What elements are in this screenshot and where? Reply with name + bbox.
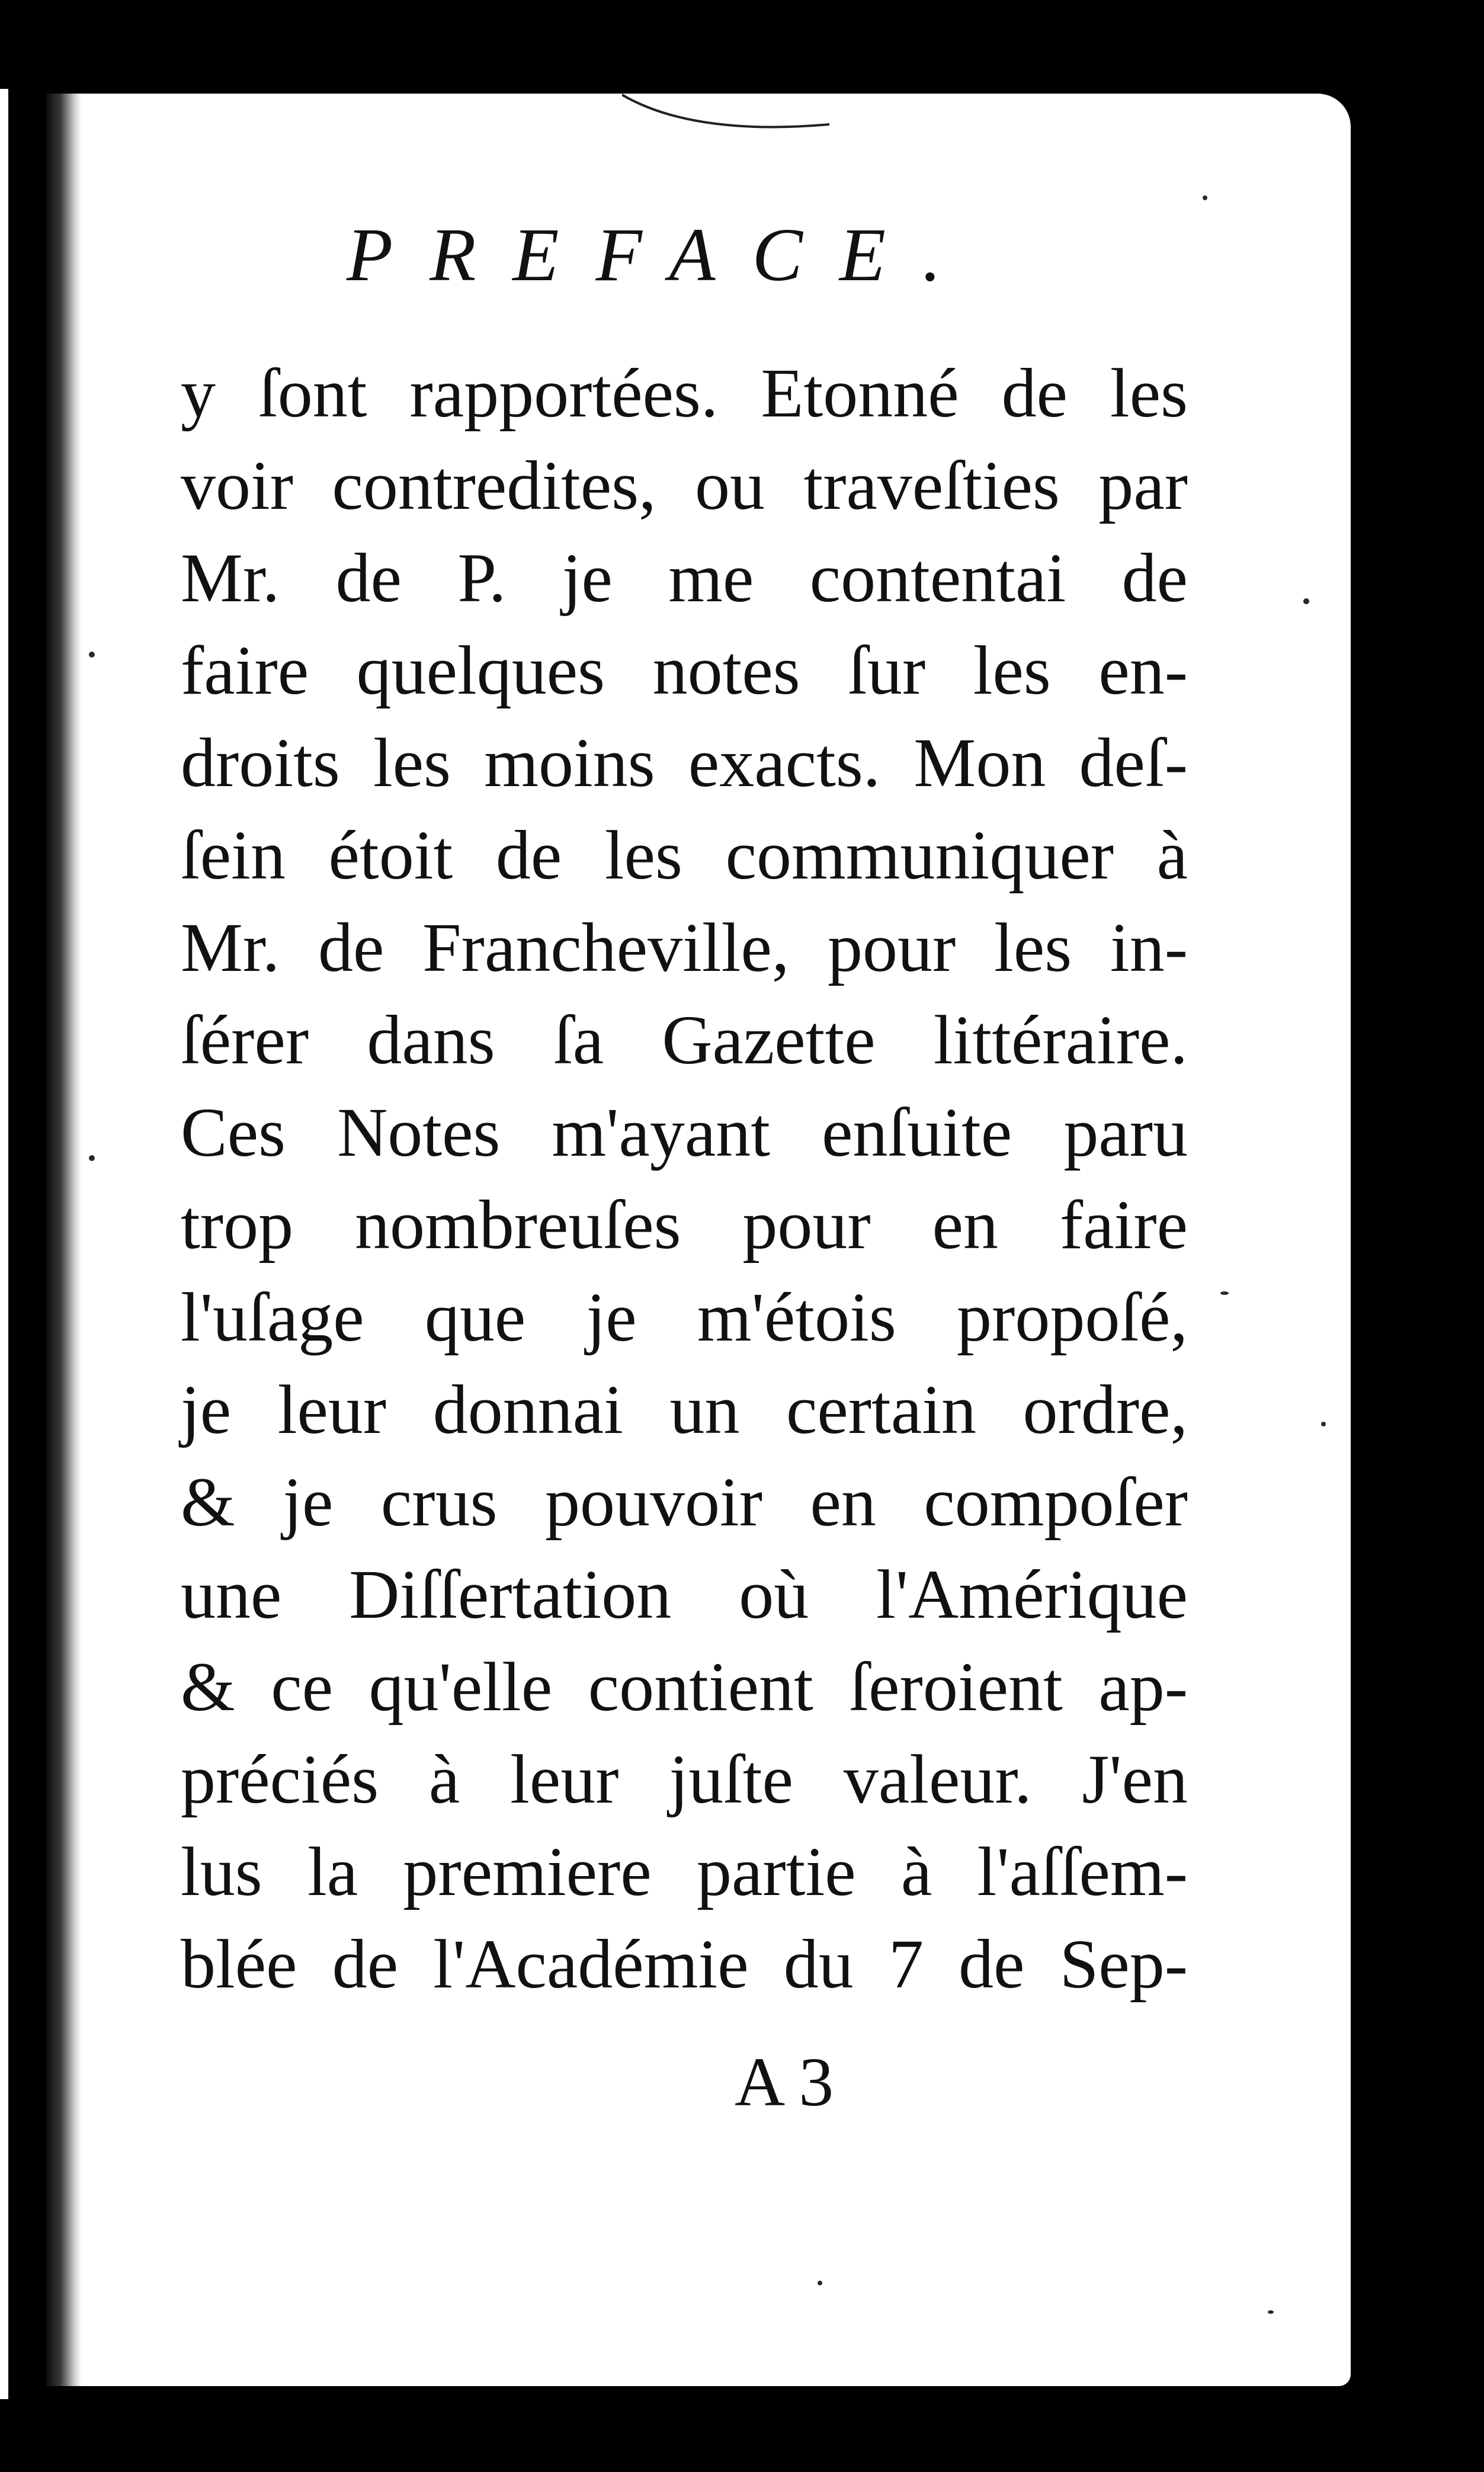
scan-speck [1321, 1422, 1326, 1426]
text-line: une Diſſertation où l'Amérique [181, 1556, 1188, 1633]
text-line: Mr. de P. je me contentai de [181, 539, 1188, 617]
left-spine-edge [0, 89, 8, 2399]
text-line: droits les moins exacts. Mon deſ- [181, 724, 1188, 801]
running-head: PREFACE. [347, 213, 978, 297]
scan-speck [1220, 1291, 1229, 1295]
scan-speck [89, 652, 95, 658]
text-line: & je crus pouvoir en compoſer [181, 1463, 1188, 1541]
scan-speck [818, 2281, 822, 2285]
text-line: ſérer dans ſa Gazette littéraire. [181, 1001, 1188, 1079]
scan-speck [1203, 195, 1207, 200]
text-line: & ce qu'elle contient ſeroient ap- [181, 1648, 1188, 1726]
scan-speck [1303, 598, 1309, 604]
text-line: je leur donnai un certain ordre, [181, 1371, 1188, 1448]
signature-mark: A 3 [735, 2043, 834, 2121]
text-line: l'uſage que je m'étois propoſé, [181, 1278, 1188, 1356]
text-line: voir contredites, ou traveſties par [181, 447, 1188, 524]
paper-fold-mark [622, 89, 835, 136]
text-line: y ſont rapportées. Etonné de les [181, 354, 1188, 432]
text-line: préciés à leur juſte valeur. J'en [181, 1740, 1188, 1818]
body-text [181, 347, 1188, 2011]
scan-speck [1268, 2310, 1274, 2314]
text-line: blée de l'Académie du 7 de Sep- [181, 1925, 1188, 2003]
scan-speck [89, 1155, 95, 1161]
text-line: ſein étoit de les communiquer à [181, 816, 1188, 894]
text-line: Mr. de Francheville, pour les in- [181, 909, 1188, 986]
text-line: lus la premiere partie à l'aſſem- [181, 1833, 1188, 1910]
page-binding-shadow [46, 94, 82, 2386]
text-line: faire quelques notes ſur les en- [181, 631, 1188, 709]
text-line: trop nombreuſes pour en faire [181, 1186, 1188, 1264]
text-line: Ces Notes m'ayant enſuite paru [181, 1094, 1188, 1171]
